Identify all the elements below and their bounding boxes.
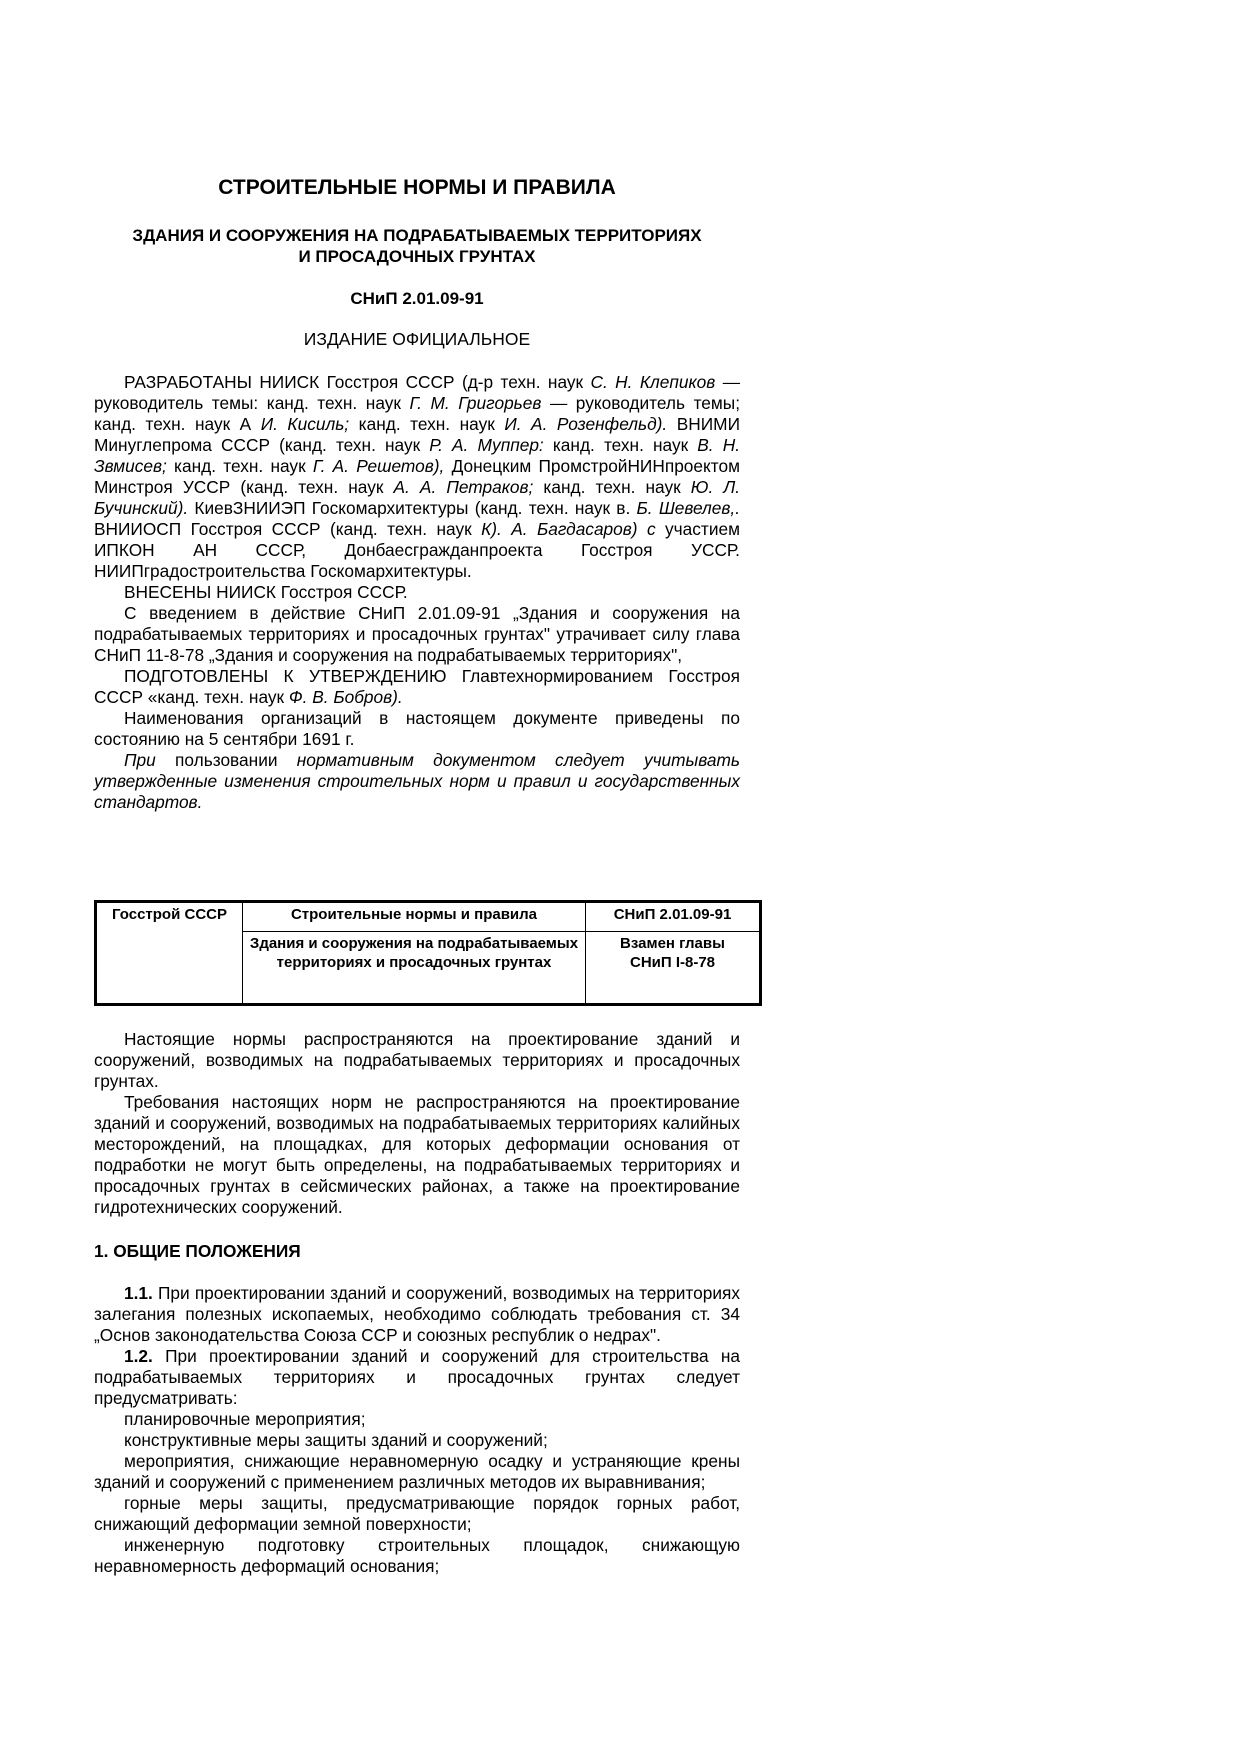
intro-block (94, 372, 740, 813)
text-run: канд. техн. наук (166, 456, 313, 476)
italic-run: При (124, 750, 156, 770)
scope-paragraph: Требования настоящих норм не распространяются на проектирование зданий и сооружений, возводимых на подрабатываемых территориях калийных месторождений, на площадках, для которых деформации основания от подработки не могут быть определены, на подрабатываемых территориях и просадочных грунтах в сейсмических районах, а также на проектирование гидротехнических сооружений. (94, 1092, 740, 1217)
text-run: ВНИИОСП Госстроя СССР (канд. техн. наук (94, 519, 482, 539)
text-run: канд. техн. наук (543, 435, 698, 455)
prepared-paragraph (94, 666, 740, 708)
document-code: СНиП 2.01.09-91 (350, 289, 484, 308)
document-subtitle (94, 225, 740, 267)
text-run: РАЗРАБОТАНЫ НИИСК Госстроя СССР (д-р техн. наук (124, 372, 591, 392)
introduced-paragraph: ВНЕСЕНЫ НИИСК Госстроя СССР. (124, 582, 408, 602)
italic-run: Б. Шевелев,. (636, 498, 741, 518)
italic-run: А. А. Петраков; (393, 477, 534, 497)
italic-run: С. Н. Клепиков (590, 372, 716, 392)
text-run: канд. техн. наук (533, 477, 691, 497)
text-run: участием ИПКОН АН СССР, Донбаесгражданпроекта Госстроя УССР. НИИПградостроительства Госкомархитектуры. (94, 519, 740, 581)
italic-run: Ю. Л. Бучинский). (94, 477, 740, 518)
list-item: планировочные мероприятия; (124, 1409, 366, 1429)
text-run: ВНИМИ Минуглепрома СССР (канд. техн. наук (94, 414, 740, 455)
text-run: — руководитель темы: канд. техн. наук (94, 372, 740, 413)
italic-run: Р. А. Муппер: (429, 435, 544, 455)
list-item: горные меры защиты, предусматривающие порядок горных работ, снижающий деформации земной поверхности; (94, 1493, 740, 1534)
replaces-paragraph: С введением в действие СНиП 2.01.09-91 „Здания и сооружения на подрабатываемых территориях и просадочных грунтах" утрачивает силу глава СНиП 11-8-78 „Здания и сооружения на подрабатываемых территориях", (94, 603, 740, 665)
clause-number: 1.2. (124, 1346, 153, 1366)
list-item: инженерную подготовку строительных площадок, снижающую неравномерность деформаций основания; (94, 1535, 740, 1576)
italic-run: Ф. В. Бобров). (288, 687, 403, 707)
italic-run: К). А. Багдасаров) с (481, 519, 656, 539)
edition-label: ИЗДАНИЕ ОФИЦИАЛЬНОЕ (303, 329, 531, 349)
list-item: конструктивные меры защиты зданий и сооружений; (124, 1430, 548, 1450)
section-heading: 1. ОБЩИЕ ПОЛОЖЕНИЯ (94, 1241, 301, 1261)
text-run: Донецким ПромстройНИНпроектом Минстроя УССР (канд. техн. наук (94, 456, 740, 497)
italic-run: нормативным документом следует учитывать утвержденные изменения строительных норм и правил и государственных стандартов. (94, 750, 740, 812)
clause-text: При проектировании зданий и сооружений, возводимых на территориях залегания полезных ископаемых, необходимо соблюдать требования ст. 34 „Основ законодательства Союза ССР и союзных республик о недрах". (94, 1283, 740, 1345)
doc-title-cell: Здания и сооружения на подрабатываемых территориях и просадочных грунтах (243, 932, 586, 1005)
text-run: — руководитель темы; канд. техн. наук А (94, 393, 740, 434)
subtitle-line: И ПРОСАДОЧНЫХ ГРУНТАХ (298, 247, 536, 266)
replaces-line: Взамен главы (620, 935, 725, 952)
text-run: КиевЗНИИЭП Госкомархитектуры (канд. техн. наук в. (188, 498, 637, 518)
text-run: канд. техн. наук (349, 414, 505, 434)
replaces-line: СНиП I-8-78 (629, 954, 716, 971)
clause-1-1 (94, 1283, 740, 1346)
italic-run: И. Кисиль; (260, 414, 350, 434)
italic-run: Г. А. Решетов), (312, 456, 445, 476)
document-header-table (94, 900, 762, 1006)
replaces-cell (586, 932, 761, 1005)
clause-number: 1.1. (124, 1283, 153, 1303)
agency-cell: Госстрой СССР (96, 902, 243, 1005)
italic-run: Г. М. Григорьев (409, 393, 542, 413)
list-item: мероприятия, снижающие неравномерную осадку и устраняющие крены зданий и сооружений с применением различных методов их выравнивания; (94, 1451, 740, 1492)
subtitle-line: ЗДАНИЯ И СООРУЖЕНИЯ НА ПОДРАБАТЫВАЕМЫХ ТЕРРИТОРИЯХ (132, 226, 702, 245)
developed-paragraph (94, 372, 740, 582)
document-title: СТРОИТЕЛЬНЫЕ НОРМЫ И ПРАВИЛА (218, 176, 616, 199)
usage-note-paragraph (94, 750, 740, 813)
text-run: пользовании (155, 750, 297, 770)
scope-block (94, 1029, 740, 1218)
text-run: ПОДГОТОВЛЕНЫ К УТВЕРЖДЕНИЮ Главтехнормированием Госстроя СССР «канд. техн. наук (94, 666, 740, 707)
names-note-paragraph: Наименования организаций в настоящем документе приведены по состоянию на 5 сентябри 1691 г. (94, 708, 740, 749)
doc-type-cell: Строительные нормы и правила (243, 902, 586, 932)
italic-run: В. Н. Звмисев; (94, 435, 741, 476)
scope-paragraph: Настоящие нормы распространяются на проектирование зданий и сооружений, возводимых на подрабатываемых территориях и просадочных грунтах. (94, 1029, 740, 1091)
clause-1-2 (94, 1346, 740, 1409)
section-body (94, 1283, 740, 1577)
clause-text: При проектировании зданий и сооружений для строительства на подрабатываемых территориях и просадочных грунтах следует предусматривать: (94, 1346, 740, 1408)
code-cell: СНиП 2.01.09-91 (586, 902, 761, 932)
italic-run: И. А. Розенфельд). (504, 414, 668, 434)
